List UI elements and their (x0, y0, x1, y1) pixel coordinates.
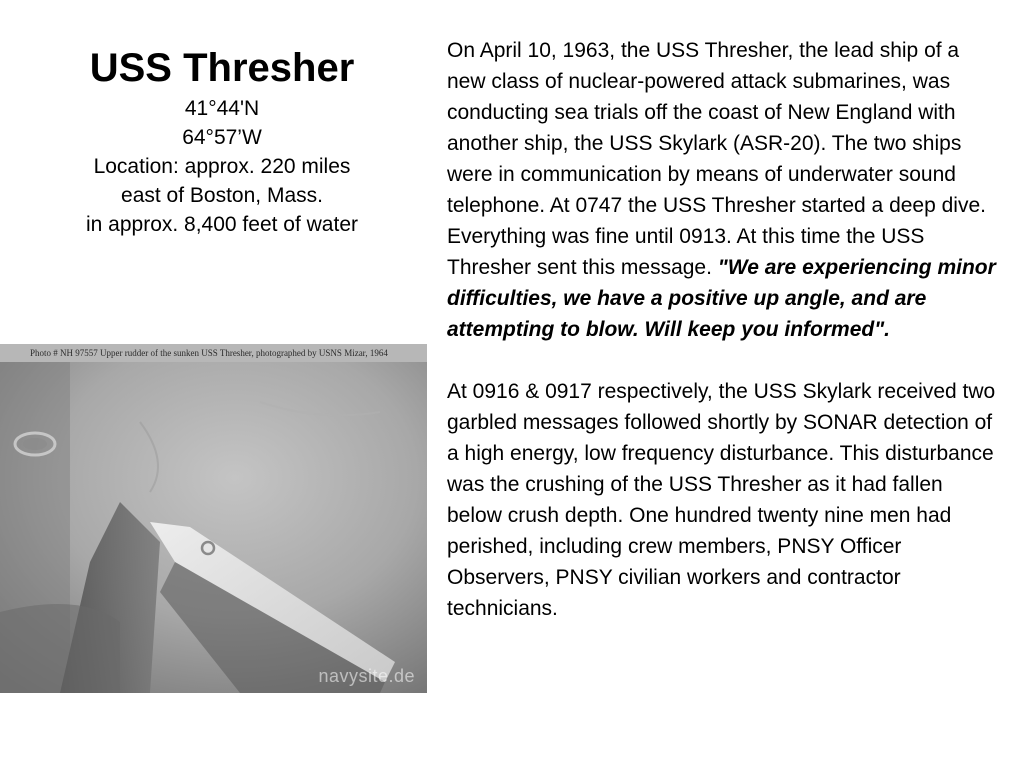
narrative-text (447, 35, 997, 624)
paragraph-1 (447, 35, 997, 345)
paragraph-1-text: On April 10, 1963, the USS Thresher, the lead ship of a new class of nuclear-powered attack submarines, was conducting sea trials off the coast of New England with another ship, the USS Skylark (ASR-20). The two ships were in communication by means of underwater sound telephone. At 0747 the USS Thresher started a deep dive. Everything was fine until 0913. At this time the USS Thresher sent this message. (447, 39, 986, 279)
wreck-photo-image (0, 362, 427, 693)
photo-caption: Photo # NH 97557 Upper rudder of the sunken USS Thresher, photographed by USNS Mizar, 1964 (0, 344, 427, 362)
quote-text: "We are experiencing minor difficulties, we have a positive up angle, and are attempting to blow. Will keep you informed". (447, 256, 996, 341)
latitude: 41°44'N (184, 97, 260, 120)
header-block (40, 44, 404, 239)
watermark: navysite.de (318, 666, 415, 686)
wreck-photo (0, 344, 427, 693)
location-line-2: east of Boston, Mass. (121, 184, 323, 207)
page-title: USS Thresher (89, 46, 355, 90)
longitude: 64°57’W (182, 126, 262, 149)
depth-line: in approx. 8,400 feet of water (85, 213, 358, 236)
paragraph-gap (447, 345, 997, 376)
location-line-1: Location: approx. 220 miles (93, 155, 351, 178)
paragraph-2: At 0916 & 0917 respectively, the USS Skylark received two garbled messages followed shortly by SONAR detection of a high energy, low frequency disturbance. This disturbance was the crushing of the USS Thresher as it had fallen below crush depth. One hundred twenty nine men had perished, including crew members, PNSY Officer Observers, PNSY civilian workers and contractor technicians. (447, 380, 996, 620)
